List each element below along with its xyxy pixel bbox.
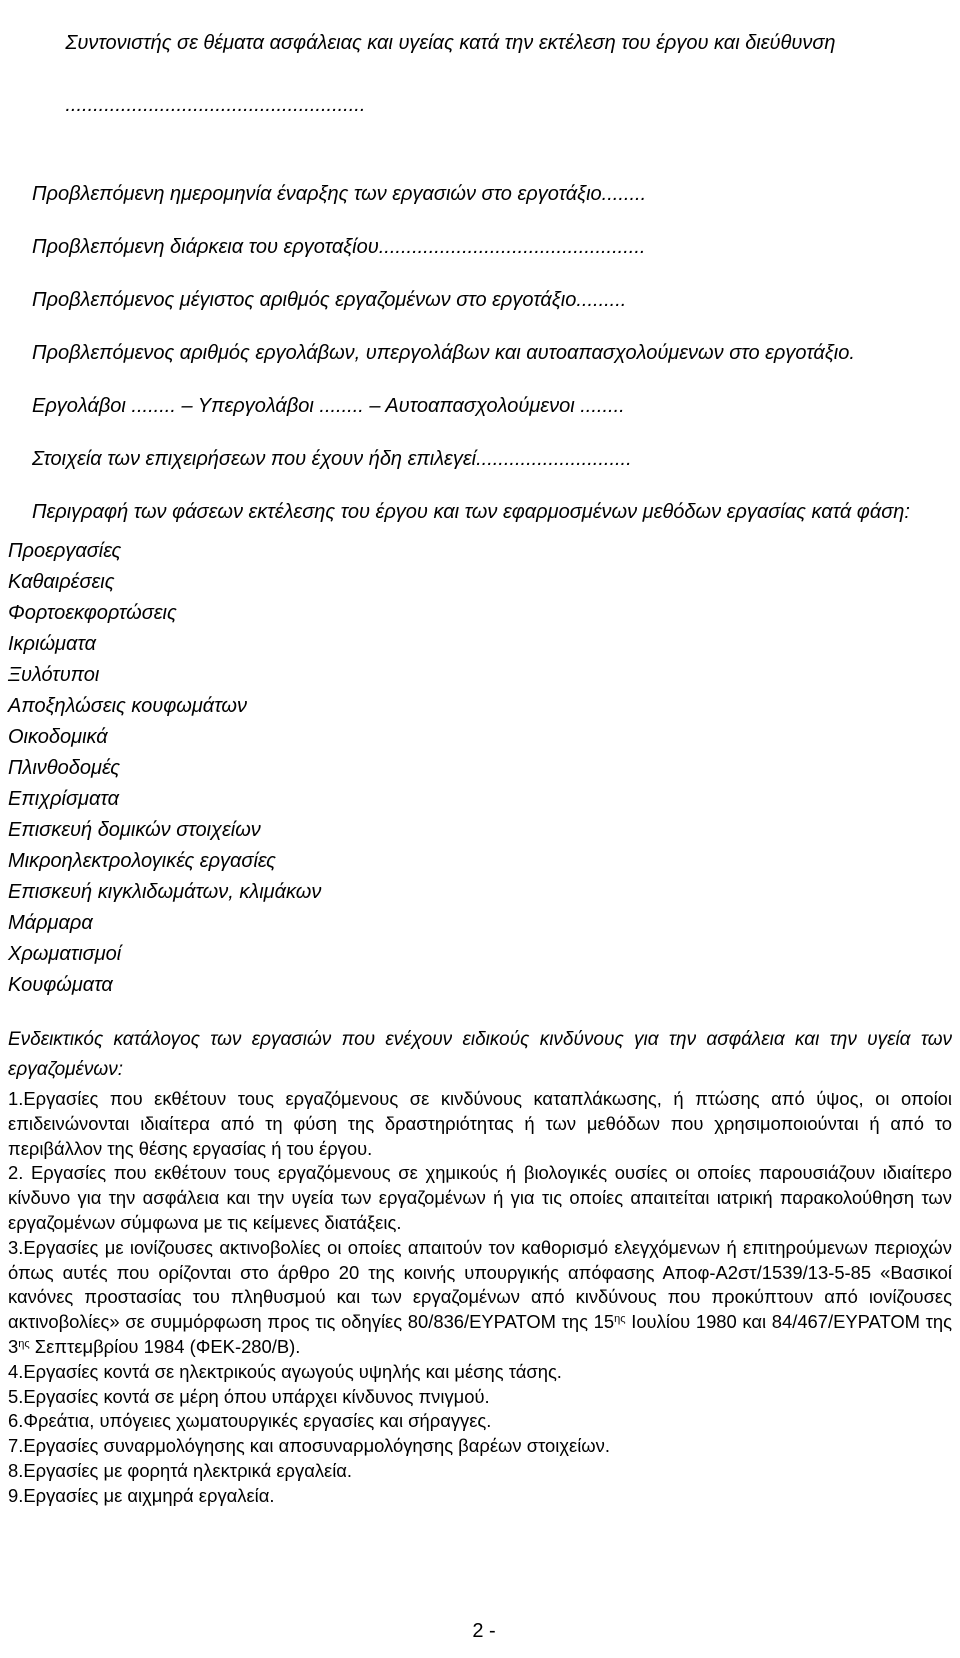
phase-item: Ικριώματα bbox=[8, 633, 96, 655]
risk-item-3-sup-2: ης bbox=[18, 1337, 30, 1350]
phase-item: Οικοδομικά bbox=[8, 726, 108, 748]
risk-item-5: 5.Εργασίες κοντά σε μέρη όπου υπάρχει κίνδυνος πνιγμού. bbox=[8, 1385, 490, 1407]
phase-item: Ξυλότυποι bbox=[8, 664, 100, 686]
phase-item: Επισκευή κιγκλιδωμάτων, κλιμάκων bbox=[8, 881, 322, 903]
field-selected-companies: Στοιχεία των επιχειρήσεων που έχουν ήδη επιλεγεί............................ bbox=[32, 448, 632, 470]
phase-item: Κουφώματα bbox=[8, 974, 113, 996]
risk-item-3-sup-1: ης bbox=[614, 1313, 626, 1326]
project-info-fields bbox=[8, 0, 952, 475]
risks-list bbox=[8, 1087, 952, 1509]
phase-item: Πλινθοδομές bbox=[8, 757, 120, 779]
phase-item: Μικροηλεκτρολογικές εργασίες bbox=[8, 850, 276, 872]
field-duration: Προβλεπόμενη διάρκεια του εργοταξίου................................................ bbox=[32, 236, 646, 258]
phase-item: Προεργασίες bbox=[8, 540, 122, 562]
risk-item-1: 1.Εργασίες που εκθέτουν τους εργαζόμενους σε κινδύνους καταπλάκωσης, ή πτώσης από ύψος, οι οποίοι επιδεινώνονται ιδιαίτερα από τη φύση της δραστηριότητας ή των μεθόδων που χρησιμοποιούνται ή από το περιβάλλον της θέσης εργασίας ή του έργου. bbox=[8, 1088, 952, 1159]
phase-item: Φορτοεκφορτώσεις bbox=[8, 602, 177, 624]
risk-item-4: 4.Εργασίες κοντά σε ηλεκτρικούς αγωγούς υψηλής και μέσης τάσης. bbox=[8, 1360, 562, 1382]
risk-item-3-text-b: Ιουλίου 1980 και 84/467/ΕΥΡΑΤΟΜ της 3 bbox=[8, 1311, 952, 1357]
field-coordinator bbox=[8, 0, 952, 152]
risk-item-2: 2. Εργασίες που εκθέτουν τους εργαζόμενους σε χημικούς ή βιολογικές ουσίες οι οποίες παρουσιάζουν ιδιαίτερο κίνδυνο για την ασφάλεια και την υγεία των εργαζομένων ή για τις οποίες απαιτείται ιατρική παρακολούθηση των εργαζομένων σύμφωνα με τις κείμενες διατάξεις. bbox=[8, 1162, 952, 1233]
phase-item: Επιχρίσματα bbox=[8, 788, 120, 810]
risk-item-6: 6.Φρεάτια, υπόγειες χωματουργικές εργασίες και σήραγγες. bbox=[8, 1410, 492, 1432]
phases-list bbox=[8, 536, 952, 1001]
phases-heading: Περιγραφή των φάσεων εκτέλεσης του έργου και των εφαρμοσμένων μεθόδων εργασίας κατά φάση: bbox=[32, 501, 910, 523]
risks-heading: Ενδεικτικός κατάλογος των εργασιών που ενέχουν ειδικούς κινδύνους για την ασφάλεια και την υγεία των εργαζομένων: bbox=[8, 1029, 952, 1080]
page-footer bbox=[0, 1620, 960, 1643]
field-start-date: Προβλεπόμενη ημερομηνία έναρξης των εργασιών στο εργοτάξιο........ bbox=[32, 183, 647, 205]
risk-item-3-text-a: 3.Εργασίες με ιονίζουσες ακτινοβολίες οι οποίες απαιτούν τον καθορισμό ελεγχόμενων ή επιτηρούμενων περιοχών όπως αυτές που ορίζονται στο άρθρο 20 της κοινής υπουργικής απόφασης Αποφ-Α2στ/1539/13-5-85 «Βασικοί κανόνες προστασίας του πληθυσμού και των εργαζομένων από κινδύνους που προκύπτουν από ιονίζουσες ακτινοβολίες» σε συμμόρφωση προς τις οδηγίες 80/836/ΕΥΡΑΤΟΜ της 15 bbox=[8, 1236, 952, 1333]
risk-item-3 bbox=[8, 1236, 952, 1360]
phase-item: Χρωματισμοί bbox=[8, 943, 122, 965]
risk-item-3-text-c: Σεπτεμβρίου 1984 (ΦΕΚ-280/Β). bbox=[29, 1335, 301, 1357]
phase-item: Καθαιρέσεις bbox=[8, 571, 115, 593]
page-number: 2 - bbox=[472, 1620, 496, 1642]
field-contractor-breakdown: Εργολάβοι ........ – Υπεργολάβοι ........ – Αυτοαπασχολούμενοι ........ bbox=[32, 395, 625, 417]
phase-item: Επισκευή δομικών στοιχείων bbox=[8, 819, 261, 841]
phase-item: Μάρμαρα bbox=[8, 912, 93, 934]
field-max-workers: Προβλεπόμενος μέγιστος αριθμός εργαζομένων στο εργοτάξιο......... bbox=[32, 289, 627, 311]
field-coordinator-dots: ...................................................... bbox=[65, 94, 366, 116]
field-coordinator-label: Συντονιστής σε θέματα ασφάλειας και υγείας κατά την εκτέλεση του έργου και διεύθυνση bbox=[65, 32, 836, 54]
risk-item-8: 8.Εργασίες με φορητά ηλεκτρικά εργαλεία. bbox=[8, 1459, 353, 1481]
field-contractor-count: Προβλεπόμενος αριθμός εργολάβων, υπεργολάβων και αυτοαπασχολούμενων στο εργοτάξιο. bbox=[32, 342, 855, 364]
phase-item: Αποξηλώσεις κουφωμάτων bbox=[8, 695, 247, 717]
risk-item-9: 9.Εργασίες με αιχμηρά εργαλεία. bbox=[8, 1484, 275, 1506]
risk-item-7: 7.Εργασίες συναρμολόγησης και αποσυναρμολόγησης βαρέων στοιχείων. bbox=[8, 1435, 610, 1457]
